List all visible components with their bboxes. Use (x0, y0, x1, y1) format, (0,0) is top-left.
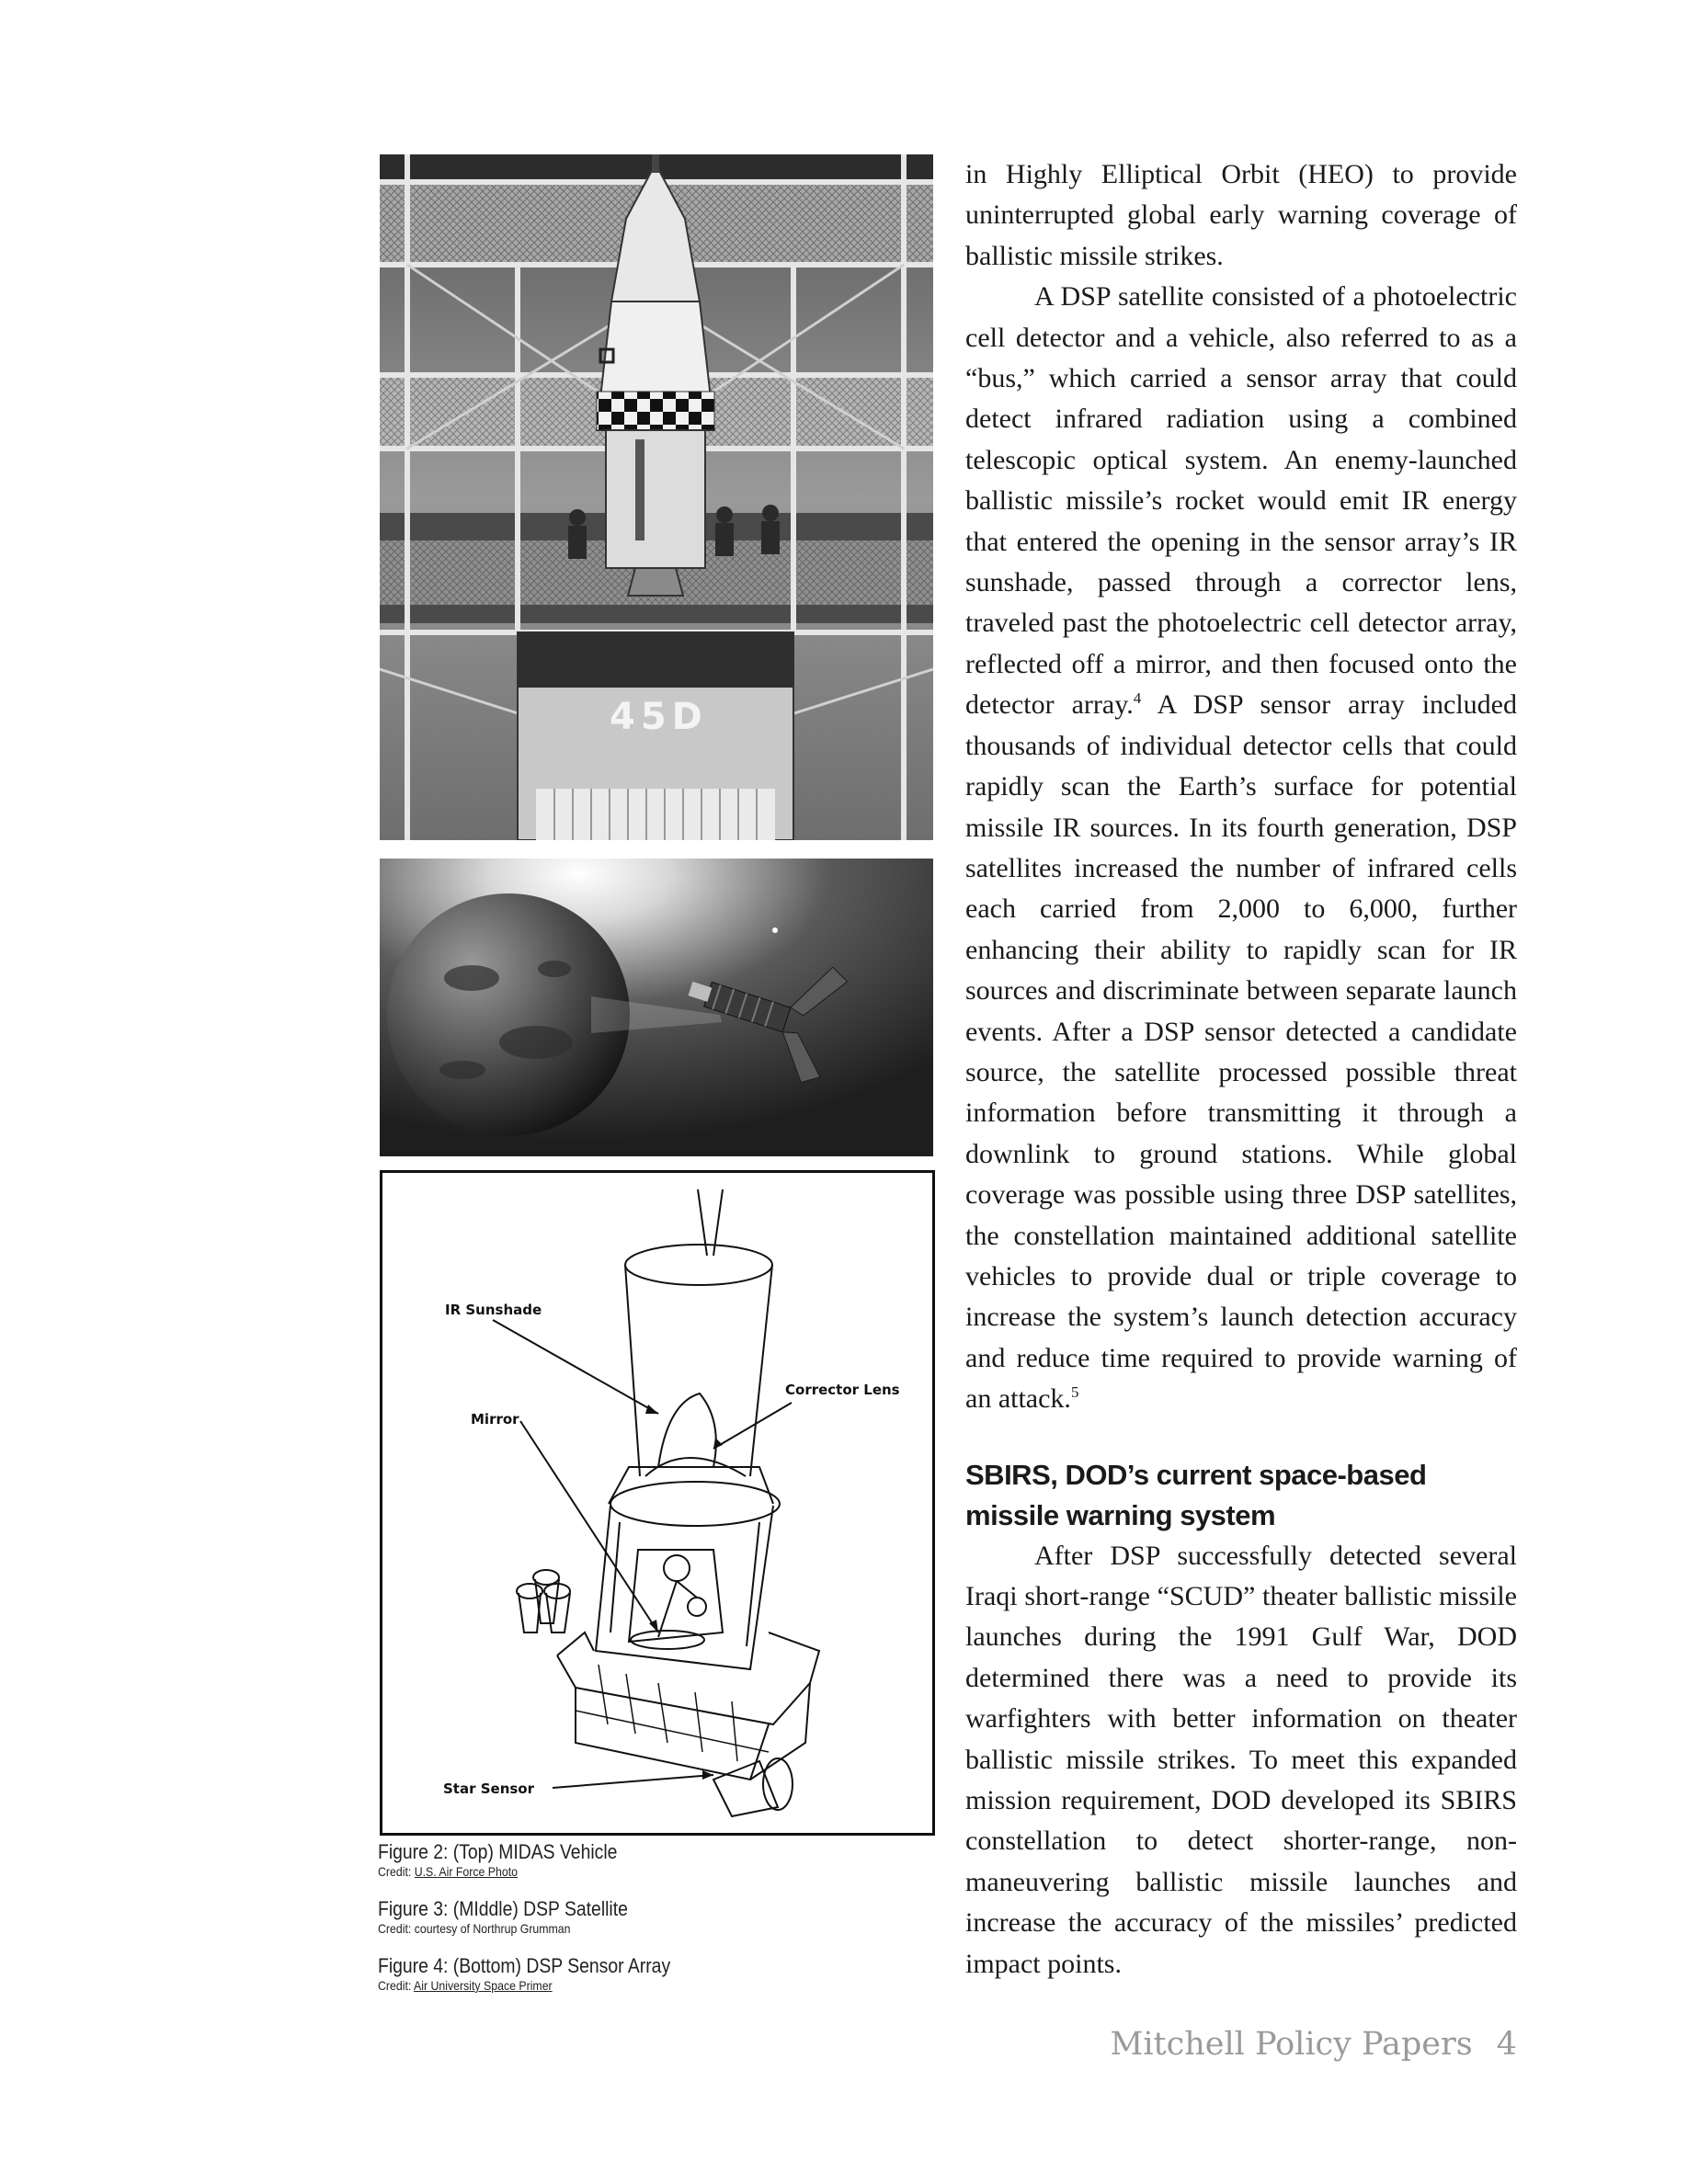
caption-credit (378, 1864, 617, 1879)
label-corrector-lens: Corrector Lens (785, 1382, 900, 1398)
publication-name: Mitchell Policy Papers (1110, 2026, 1473, 2063)
dsp-sensor-array-diagram (380, 1170, 935, 1836)
paragraph-continuation: in Highly Elliptical Orbit (HEO) to provide uninterrupted global early warning coverage of ballistic missile strikes. (965, 159, 1517, 271)
caption-figure-2 (378, 1840, 650, 1879)
caption-credit (378, 1978, 670, 1993)
paragraph-dsp (965, 277, 1517, 1419)
caption-figure-3 (378, 1897, 662, 1936)
caption-title: Figure 3: (MIddle) DSP Satellite (378, 1897, 628, 1920)
caption-title: Figure 4: (Bottom) DSP Sensor Array (378, 1954, 671, 1977)
page-footer (1111, 2026, 1518, 2063)
paragraph-sbirs: After DSP successfully detected several Iraqi short-range “SCUD” theater ballistic missile launches during the 1991 Gulf War, DOD determined there was a need to provide its warfighters with better information on theater ballistic missile strikes. To meet this expanded mission requirement, DOD developed its SBIRS constellation to detect shorter-range, non-maneuvering ballistic missile launches and increase the accuracy of the missiles’ predicted impact points. (965, 1540, 1517, 1979)
paragraph-dsp-part2: A DSP sensor array included thousands of individual detector cells that could rapidly scan the Earth’s surface for potential missile IR sources. In its fourth generation, DSP satellites increased the number of infrared cells each carried from 2,000 to 6,000, further enhancing their ability to rapidly scan for IR sources and discriminate between separate launch events. After a DSP sensor detected a candidate source, the satellite processed possible threat information before transmitting it through a downlink to ground stations. While global coverage was possible using three DSP satellites, the constellation maintained additional satellite vehicles to provide dual or triple coverage to increase the system’s launch detection accuracy and reduce time required to provide warning of an attack. (965, 689, 1517, 1415)
credit-prefix: Credit: (378, 1864, 415, 1879)
body-text-column (965, 154, 1517, 1985)
paragraph-dsp-part1: A DSP satellite consisted of a photoelectric cell detector and a vehicle, also referred to as a “bus,” which carried a sensor array that could detect infrared radiation using a combined telescopic optical system. An enemy-launched ballistic missile’s rocket would emit IR energy that entered the opening in the sensor array’s IR sunshade, passed through a corrector lens, traveled past the photoelectric cell detector array, reflected off a mirror, and then focused onto the detector array. (965, 281, 1517, 721)
page-number: 4 (1496, 2026, 1517, 2063)
credit-link[interactable]: U.S. Air Force Photo (414, 1864, 519, 1879)
section-heading: SBIRS, DOD’s current space-based missile warning system (965, 1458, 1427, 1531)
label-star-sensor: Star Sensor (443, 1780, 535, 1797)
caption-figure-4 (378, 1954, 711, 1993)
credit-text: courtesy of Northrup Grumman (414, 1921, 571, 1936)
label-mirror: Mirror (471, 1411, 519, 1428)
credit-prefix: Credit: (378, 1978, 415, 1993)
vehicle-marking: 45D (610, 696, 708, 738)
label-ir-sunshade: IR Sunshade (445, 1302, 542, 1318)
caption-credit (378, 1921, 628, 1936)
credit-prefix: Credit: (378, 1921, 415, 1936)
credit-link[interactable]: Air University Space Primer (414, 1978, 553, 1993)
dsp-satellite-illustration (380, 859, 933, 1156)
footnote-ref-5[interactable]: 5 (1070, 1383, 1079, 1402)
midas-vehicle-photo (380, 154, 933, 840)
caption-title: Figure 2: (Top) MIDAS Vehicle (378, 1840, 618, 1863)
footnote-ref-4[interactable]: 4 (1133, 689, 1142, 708)
